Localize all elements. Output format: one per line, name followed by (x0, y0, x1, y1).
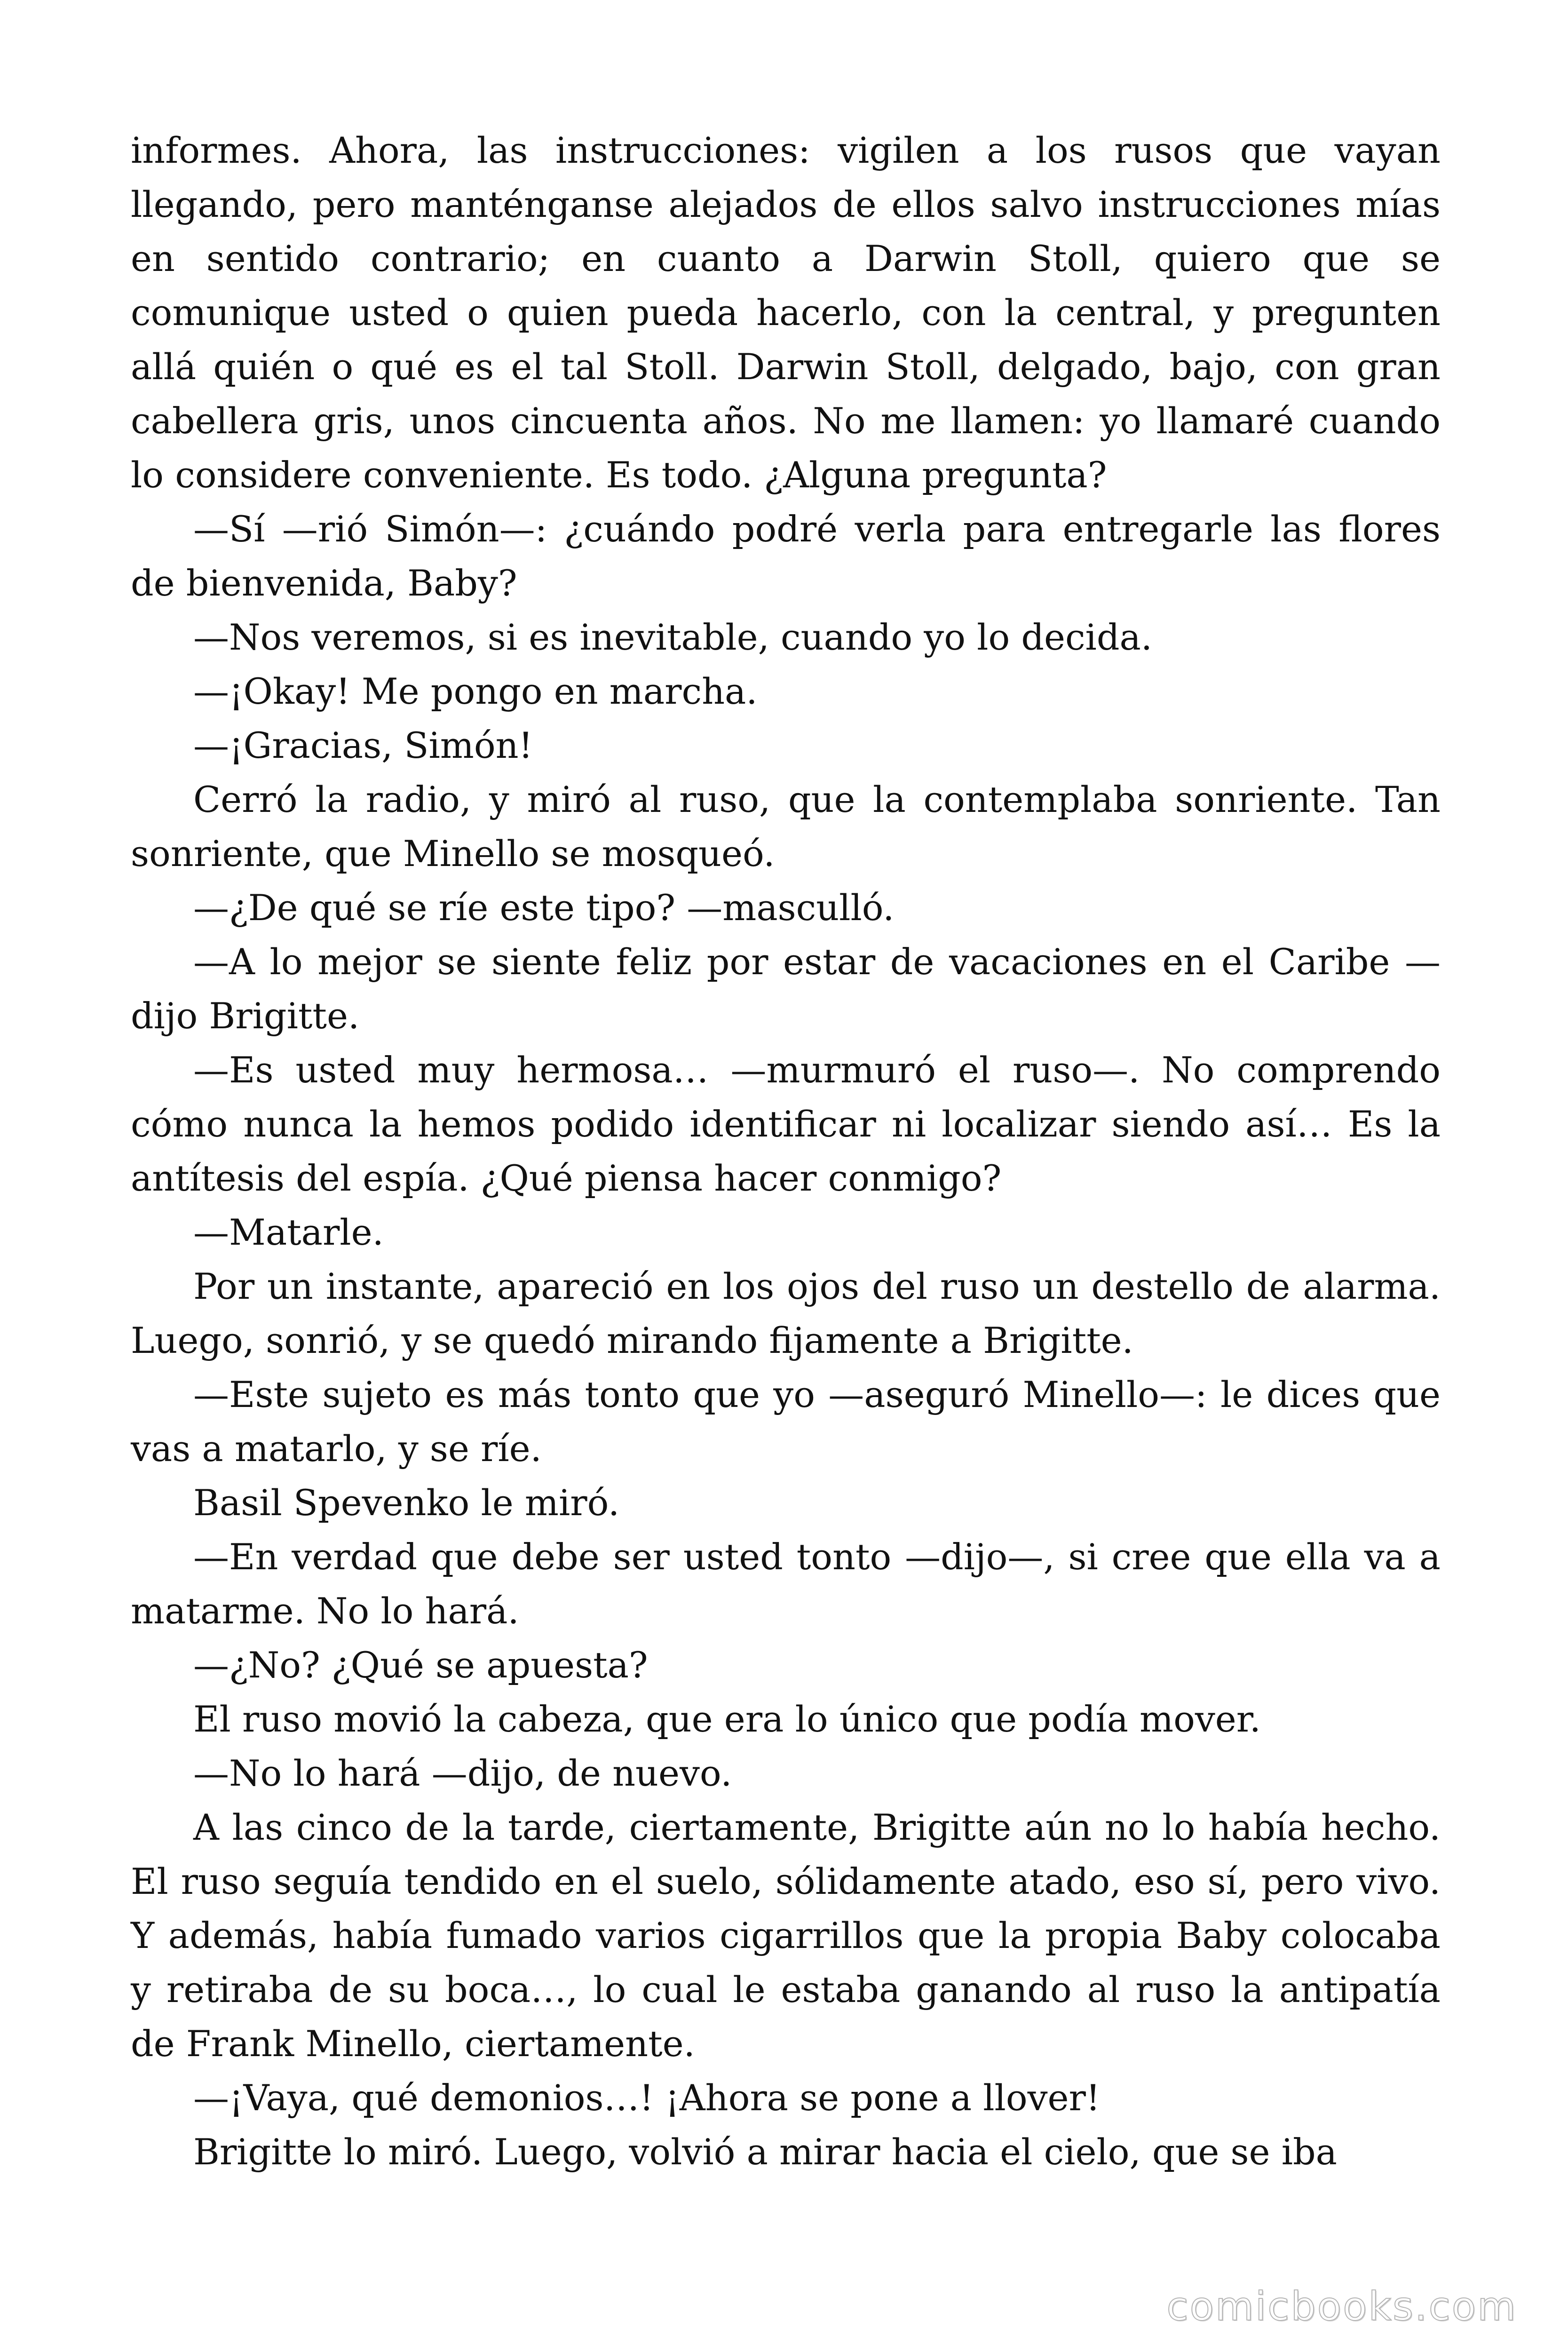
watermark: comicbooks.com (1166, 2283, 1517, 2329)
paragraph-5: —¡Gracias, Simón! (193, 724, 533, 766)
paragraph-13: Basil Spevenko le miró. (193, 1482, 620, 1524)
paragraph-12: —Este sujeto es más tonto que yo —aseguró Minello—: le dices que vas a matarlo, y se ríe. (131, 1374, 1441, 1470)
paragraph-9: —Es usted muy hermosa… —murmuró el ruso—. No comprendo cómo nunca la hemos podido identificar ni localizar siendo así… Es la antítesis del espía. ¿Qué piensa hacer conmigo? (131, 1049, 1441, 1199)
paragraph-8: —A lo mejor se siente feliz por estar de vacaciones en el Caribe —dijo Brigitte. (131, 941, 1441, 1037)
paragraph-16: El ruso movió la cabeza, que era lo único que podía mover. (193, 1698, 1261, 1740)
page-body (131, 123, 1441, 2179)
paragraph-20: Brigitte lo miró. Luego, volvió a mirar hacia el cielo, que se iba (193, 2131, 1337, 2173)
paragraph-14: —En verdad que debe ser usted tonto —dijo—, si cree que ella va a matarme. No lo hará. (131, 1536, 1441, 1632)
paragraph-2: —Sí —rió Simón—: ¿cuándo podré verla para entregarle las flores de bienvenida, Baby? (131, 508, 1441, 604)
paragraph-1: informes. Ahora, las instrucciones: vigilen a los rusos que vayan llegando, pero manténganse alejados de ellos salvo instrucciones mías en sentido contrario; en cuanto a Darwin Stoll, quiero que se comunique usted o quien pueda hacerlo, con la central, y pregunten allá quién o qué es el tal Stoll. Darwin Stoll, delgado, bajo, con gran cabellera gris, unos cincuenta años. No me llamen: yo llamaré cuando lo considere conveniente. Es todo. ¿Alguna pregunta? (131, 129, 1441, 496)
paragraph-3: —Nos veremos, si es inevitable, cuando yo lo decida. (193, 616, 1152, 658)
paragraph-10: —Matarle. (193, 1211, 384, 1253)
paragraph-4: —¡Okay! Me pongo en marcha. (193, 670, 758, 712)
paragraph-18: A las cinco de la tarde, ciertamente, Brigitte aún no lo había hecho. El ruso seguía tendido en el suelo, sólidamente atado, eso sí, pero vivo. Y además, había fumado varios cigarrillos que la propia Baby colocaba y retiraba de su boca…, lo cual le estaba ganando al ruso la antipatía de Frank Minello, ciertamente. (131, 1806, 1441, 2065)
paragraph-19: —¡Vaya, qué demonios…! ¡Ahora se pone a llover! (193, 2077, 1101, 2119)
paragraph-7: —¿De qué se ríe este tipo? —masculló. (193, 887, 895, 929)
paragraph-6: Cerró la radio, y miró al ruso, que la contemplaba sonriente. Tan sonriente, que Minello se mosqueó. (131, 779, 1441, 874)
paragraph-15: —¿No? ¿Qué se apuesta? (193, 1644, 648, 1686)
paragraph-11: Por un instante, apareció en los ojos del ruso un destello de alarma. Luego, sonrió, y se quedó mirando fijamente a Brigitte. (131, 1265, 1441, 1361)
paragraph-17: —No lo hará —dijo, de nuevo. (193, 1752, 732, 1794)
